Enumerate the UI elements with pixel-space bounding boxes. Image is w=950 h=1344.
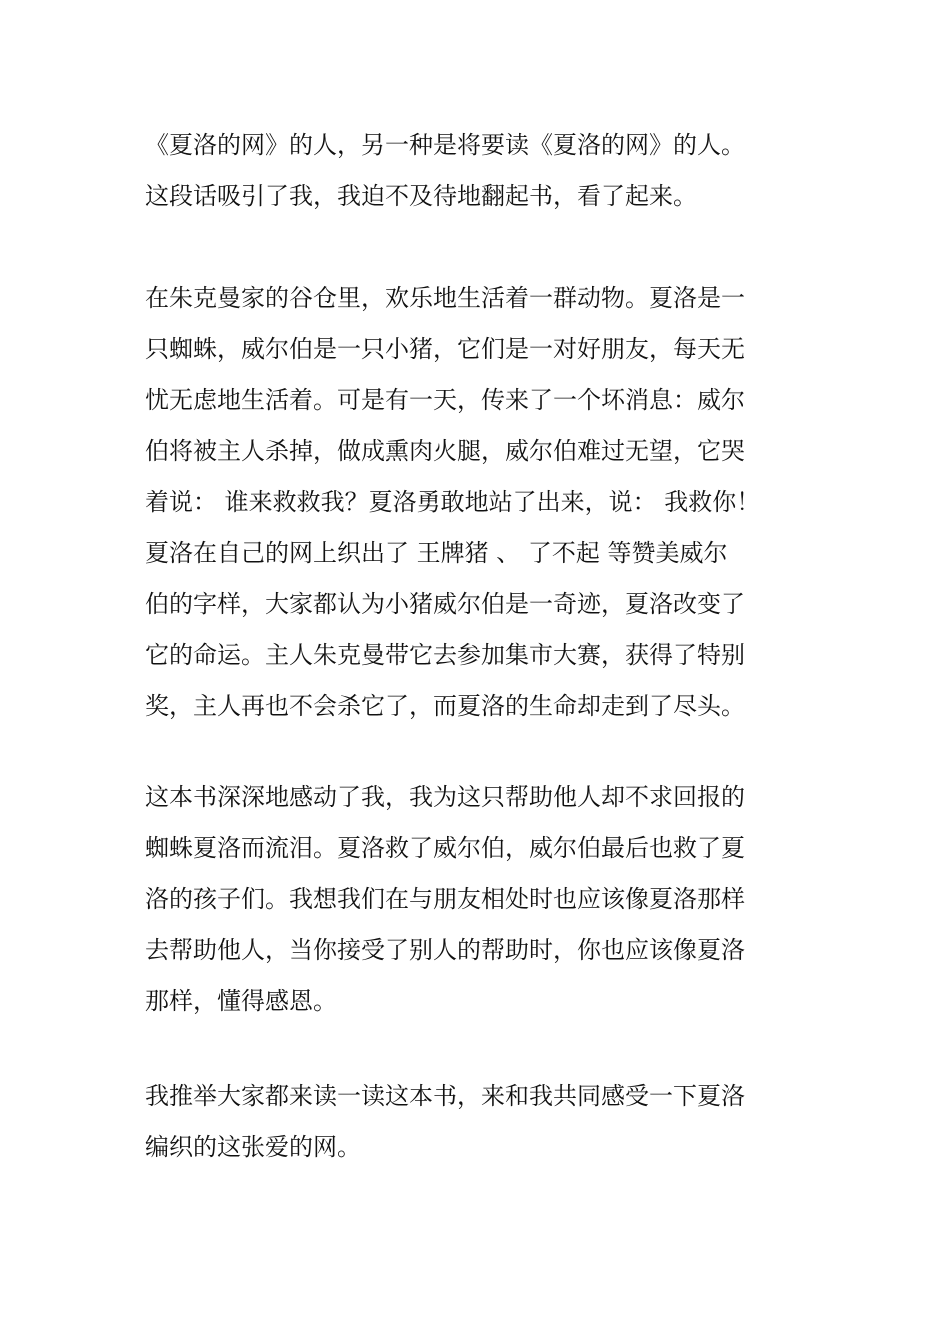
paragraph-line: 伯将被主人杀掉，做成熏肉火腿，威尔伯难过无望，它哭 — [145, 437, 745, 465]
paragraph-line: 伯的字样，大家都认为小猪威尔伯是一奇迹，夏洛改变了 — [145, 590, 745, 618]
paragraph-reflection — [145, 772, 815, 1027]
paragraph-intro-end — [145, 120, 815, 222]
paragraph-line: 编织的这张爱的网。 — [145, 1133, 361, 1161]
paragraph-line: 洛的孩子们。我想我们在与朋友相处时也应该像夏洛那样 — [145, 885, 745, 913]
paragraph-line: 我推举大家都来读一读这本书，来和我共同感受一下夏洛 — [145, 1082, 745, 1110]
paragraph-recommendation — [145, 1071, 815, 1173]
paragraph-line: 夏洛在自己的网上织出了 王牌猪 、 了不起 等赞美威尔 — [145, 539, 728, 567]
paragraph-line: 忧无虑地生活着。可是有一天，传来了一个坏消息：威尔 — [145, 386, 745, 414]
paragraph-line: 蜘蛛夏洛而流泪。夏洛救了威尔伯，威尔伯最后也救了夏 — [145, 834, 745, 862]
paragraph-line: 在朱克曼家的谷仓里，欢乐地生活着一群动物。夏洛是一 — [145, 284, 745, 312]
paragraph-line: 着说： 谁来救救我？夏洛勇敢地站了出来，说： 我救你！ — [145, 488, 761, 516]
paragraph-line: 它的命运。主人朱克曼带它去参加集市大赛，获得了特别 — [145, 641, 745, 669]
paragraph-story-summary — [145, 273, 815, 732]
paragraph-line: 只蜘蛛，威尔伯是一只小猪，它们是一对好朋友，每天无 — [145, 335, 745, 363]
paragraph-line: 奖，主人再也不会杀它了，而夏洛的生命却走到了尽头。 — [145, 692, 745, 720]
paragraph-line: 这段话吸引了我，我迫不及待地翻起书，看了起来。 — [145, 182, 697, 210]
paragraph-line: 那样，懂得感恩。 — [145, 987, 337, 1015]
paragraph-line: 去帮助他人，当你接受了别人的帮助时，你也应该像夏洛 — [145, 936, 745, 964]
paragraph-line: 这本书深深地感动了我，我为这只帮助他人却不求回报的 — [145, 783, 745, 811]
paragraph-line: 《夏洛的网》的人，另一种是将要读《夏洛的网》的人。 — [145, 131, 745, 159]
